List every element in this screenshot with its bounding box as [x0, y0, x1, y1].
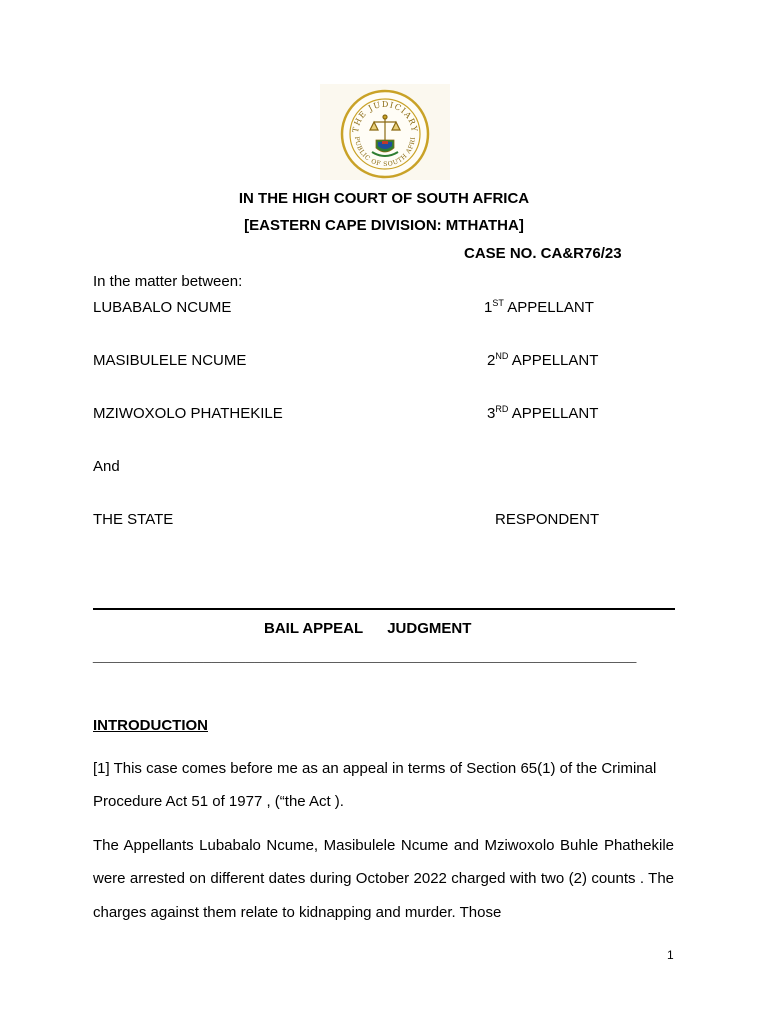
and-connector: And	[93, 458, 120, 475]
shield-icon	[376, 140, 394, 152]
title-judgment: JUDGMENT	[387, 620, 472, 637]
ordinal-number: 1	[484, 299, 493, 316]
appellant-2-name: MASIBULELE NCUME	[93, 352, 247, 369]
appellant-1-role	[484, 299, 594, 317]
case-number: CASE NO. CA&R76/23	[464, 245, 622, 262]
ordinal-number: 2	[487, 352, 496, 369]
appellant-3-name: MZIWOXOLO PHATHEKILE	[93, 405, 283, 422]
ordinal-suffix: ND	[495, 351, 509, 361]
ordinal-suffix: ST	[492, 298, 504, 308]
section-heading: INTRODUCTION	[93, 717, 208, 734]
appellant-3-role	[487, 405, 598, 423]
page-number: 1	[667, 948, 674, 962]
title-rule	[93, 608, 675, 610]
seal-bottom-text: PUBLIC OF SOUTH AFRI	[352, 136, 418, 169]
matter-intro: In the matter between:	[93, 273, 243, 290]
paragraph-1: [1] This case comes before me as an appeal in terms of Section 65(1) of the Criminal Procedure Act 51 of 1977 , (“the Act ).	[93, 760, 657, 811]
role-label: APPELLANT	[511, 405, 599, 422]
division-name: [EASTERN CAPE DIVISION: MTHATHA]	[244, 217, 524, 234]
judiciary-seal	[320, 84, 450, 180]
role-label: APPELLANT	[511, 352, 599, 369]
ordinal-suffix: RD	[495, 404, 509, 414]
ordinal-number: 3	[487, 405, 496, 422]
appellant-1-name: LUBABALO NCUME	[93, 299, 232, 316]
judgment-title	[264, 620, 471, 638]
appellant-2-role	[487, 352, 598, 370]
seal-top-text: THE JUDICIARY	[350, 99, 420, 134]
title-underline: ________________________________________________________________	[93, 647, 637, 664]
court-name: IN THE HIGH COURT OF SOUTH AFRICA	[238, 190, 530, 207]
role-label: APPELLANT	[507, 299, 594, 316]
respondent-name: THE STATE	[93, 511, 174, 528]
respondent-role: RESPONDENT	[495, 511, 600, 528]
paragraph-2: The Appellants Lubabalo Ncume, Masibulele Ncume and Mziwoxolo Buhle Phathekile were arrested on different dates during October 2022 charged with two (2) counts . The charges against them relate to kidnapping and murder. Those	[93, 837, 674, 921]
title-bail-appeal: BAIL APPEAL	[264, 620, 364, 637]
